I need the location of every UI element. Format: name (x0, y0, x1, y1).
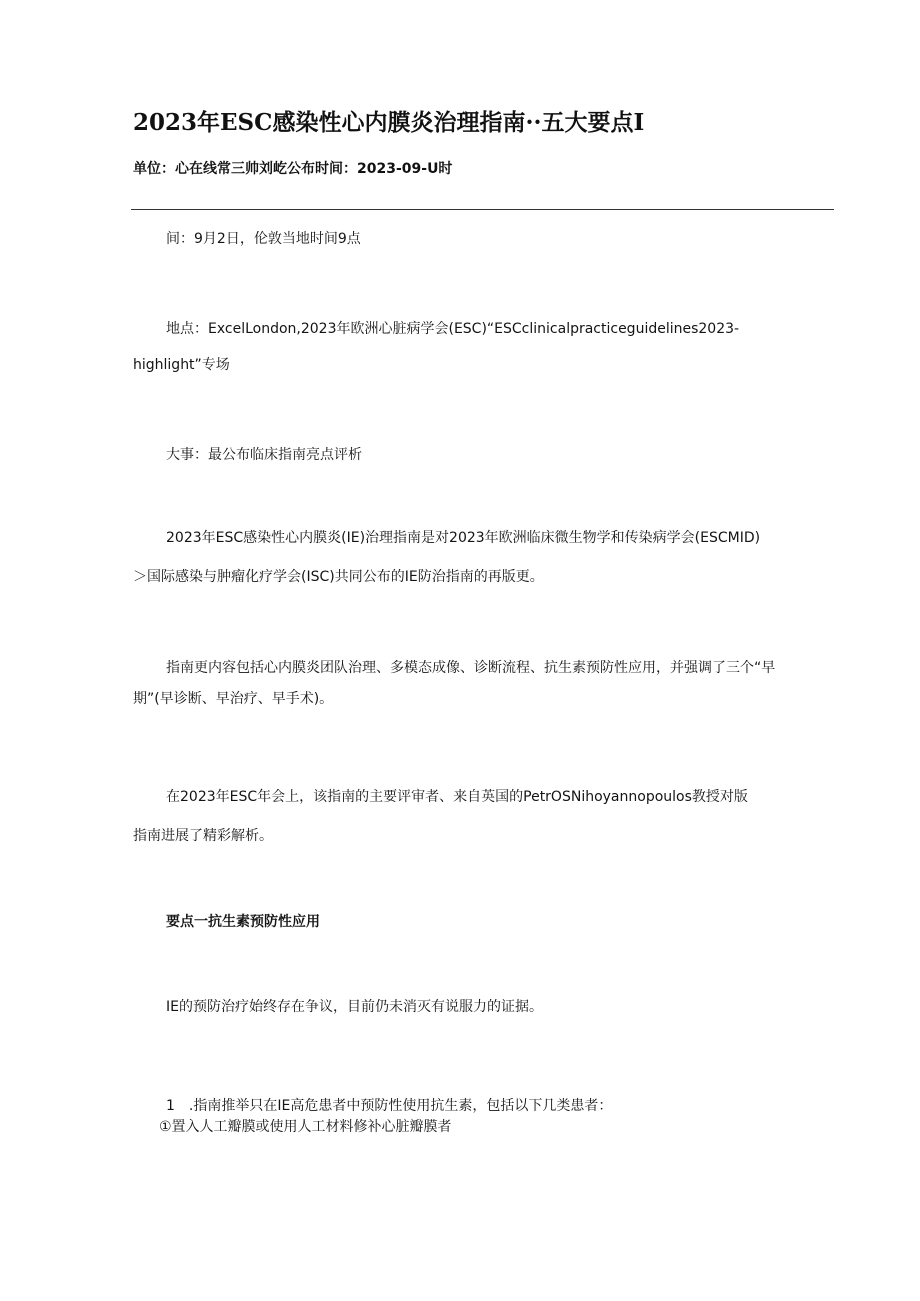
paragraph-line: 指南进展了精彩解析。 (133, 828, 273, 844)
paragraph-line: 间：9月2日，伦敦当地时间9点 (166, 231, 361, 247)
section-heading-antibiotic-prophylaxis (133, 911, 835, 933)
paragraph-event (133, 444, 835, 466)
paragraph-line: IE的预防治疗始终存在争议，目前仍未消灭有说服力的证据。 (166, 999, 543, 1015)
header-divider (131, 209, 834, 210)
paragraph-prevention-controversy (133, 996, 835, 1018)
list-item-recommendation-1 (133, 1095, 835, 1138)
author-publish-meta: 单位：心在线常三帅刘屹公布时间：2023-09-U时 (133, 161, 453, 177)
list-item-line: 1 .指南推举只在IE高危患者中预防性使用抗生素，包括以下几类患者： (166, 1098, 613, 1114)
paragraph-congress-analysis (133, 786, 835, 847)
paragraph-line: highlight”专场 (133, 357, 230, 373)
paragraph-line: 大事：最公布临床指南亮点评析 (166, 447, 362, 463)
paragraph-line: 地点：ExcelLondon,2023年欧洲心脏病学会(ESC)“ESCclinicalpracticeguidelines2023- (166, 321, 740, 337)
paragraph-line: ＞国际感染与肿瘤化疗学会(ISC)共同公布的IE防治指南的再版更。 (133, 569, 544, 585)
list-subitem-line: ①置入人工瓣膜或使用人工材料修补心脏瓣膜者 (159, 1119, 452, 1135)
paragraph-update-content (133, 657, 835, 710)
section-heading-text: 要点一抗生素预防性应用 (166, 914, 320, 930)
paragraph-location (133, 318, 835, 376)
paragraph-line: 期”(早诊断、早治疗、早手术)。 (133, 691, 334, 707)
paragraph-line: 2023年ESC感染性心内膜炎(IE)治理指南是对2023年欧洲临床微生物学和传染病学会(ESCMID) (166, 530, 761, 546)
paragraph-time (133, 228, 835, 250)
document-title: 2023年ESC感染性心内膜炎治理指南··五大要点I (133, 109, 645, 136)
paragraph-guideline-intro (133, 527, 835, 588)
paragraph-line: 指南更内容包括心内膜炎团队治理、多模态成像、诊断流程、抗生素预防性应用，并强调了三个“早 (166, 660, 776, 676)
paragraph-line: 在2023年ESC年会上，该指南的主要评审者、来自英国的PetrOSNihoyannopoulos教授对版 (166, 789, 748, 805)
